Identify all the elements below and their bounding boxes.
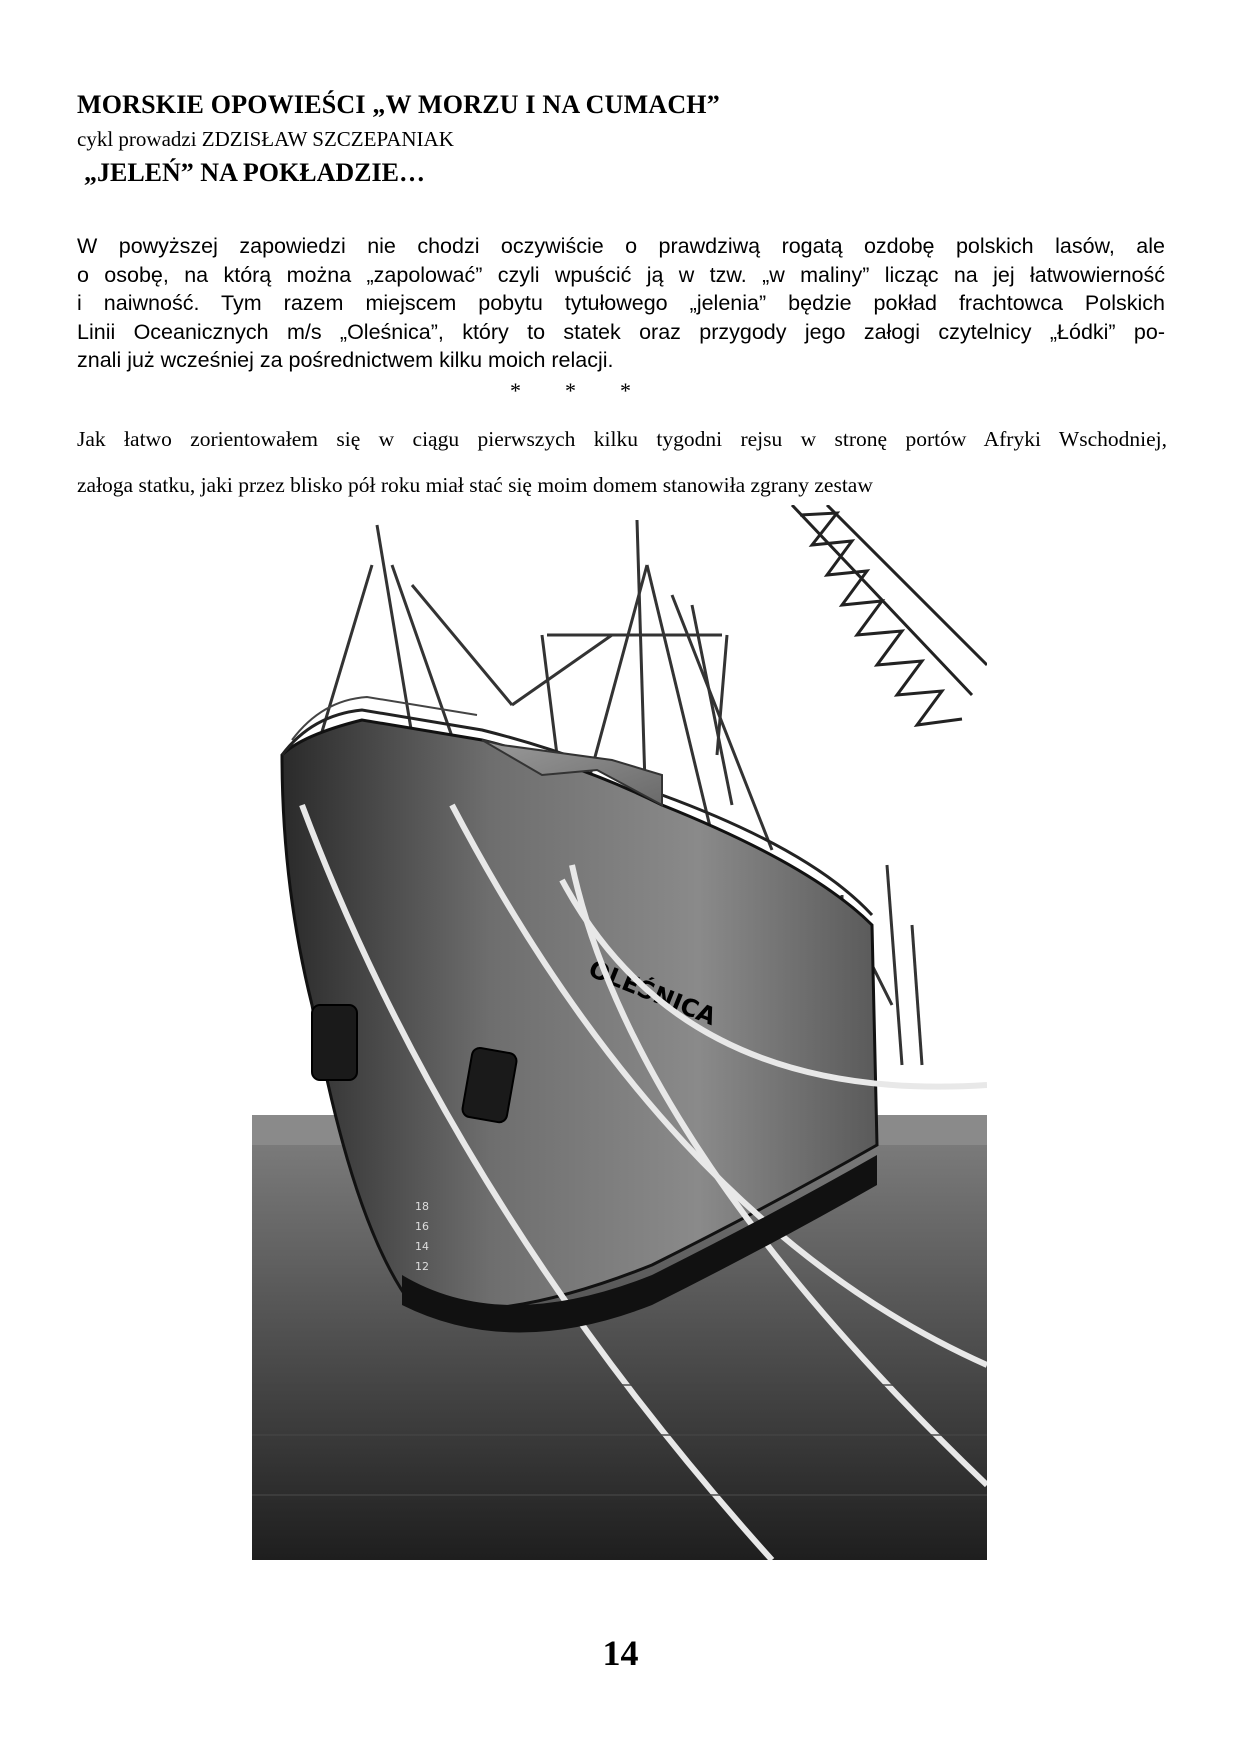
article-title: „JELEŃ” NA POKŁADZIE… (84, 158, 425, 187)
ship-photo (252, 505, 987, 1560)
svg-text:18: 18 (415, 1200, 429, 1213)
series-byline: cykl prowadzi ZDZISŁAW SZCZEPANIAK (77, 127, 454, 151)
lead-line: Linii Oceanicznych m/s „Oleśnica”, który to statek oraz przygody jego załogi czytelnicy „Łódki” po- (77, 319, 1165, 344)
ship-photo-graphic (252, 505, 987, 1560)
page-number: 14 (602, 1633, 639, 1673)
ship-name: OLEŚNICA (584, 954, 721, 1031)
svg-text:16: 16 (415, 1220, 429, 1233)
lead-line: i naiwność. Tym razem miejscem pobytu tytułowego „jelenia” będzie pokład frachtowca Polskich (77, 291, 1165, 315)
body-line: załoga statku, jaki przez blisko pół roku miał stać się moim domem stanowiła zgrany zestaw (77, 473, 873, 497)
body-line: Jak łatwo zorientowałem się w ciągu pierwszych kilku tygodni rejsu w stronę portów Afryki Wschodniej, (77, 427, 1167, 451)
svg-text:14: 14 (415, 1240, 429, 1253)
series-title: MORSKIE OPOWIEŚCI „W MORZU I NA CUMACH” (77, 90, 720, 119)
lead-line: znali już wcześniej za pośrednictwem kilku moich relacji. (77, 348, 614, 372)
lead-paragraph (77, 232, 1165, 375)
lead-line: o osobę, na którą można „zapolować” czyli wpuścić ją w tzw. „w maliny” licząc na jej łatwowierność (77, 262, 1165, 287)
svg-text:12: 12 (415, 1260, 429, 1273)
section-separator: * * * (510, 378, 631, 403)
lead-line: W powyższej zapowiedzi nie chodzi oczywiście o prawdziwą rogatą ozdobę polskich lasów, ale (77, 234, 1165, 258)
body-paragraph (77, 416, 1167, 508)
